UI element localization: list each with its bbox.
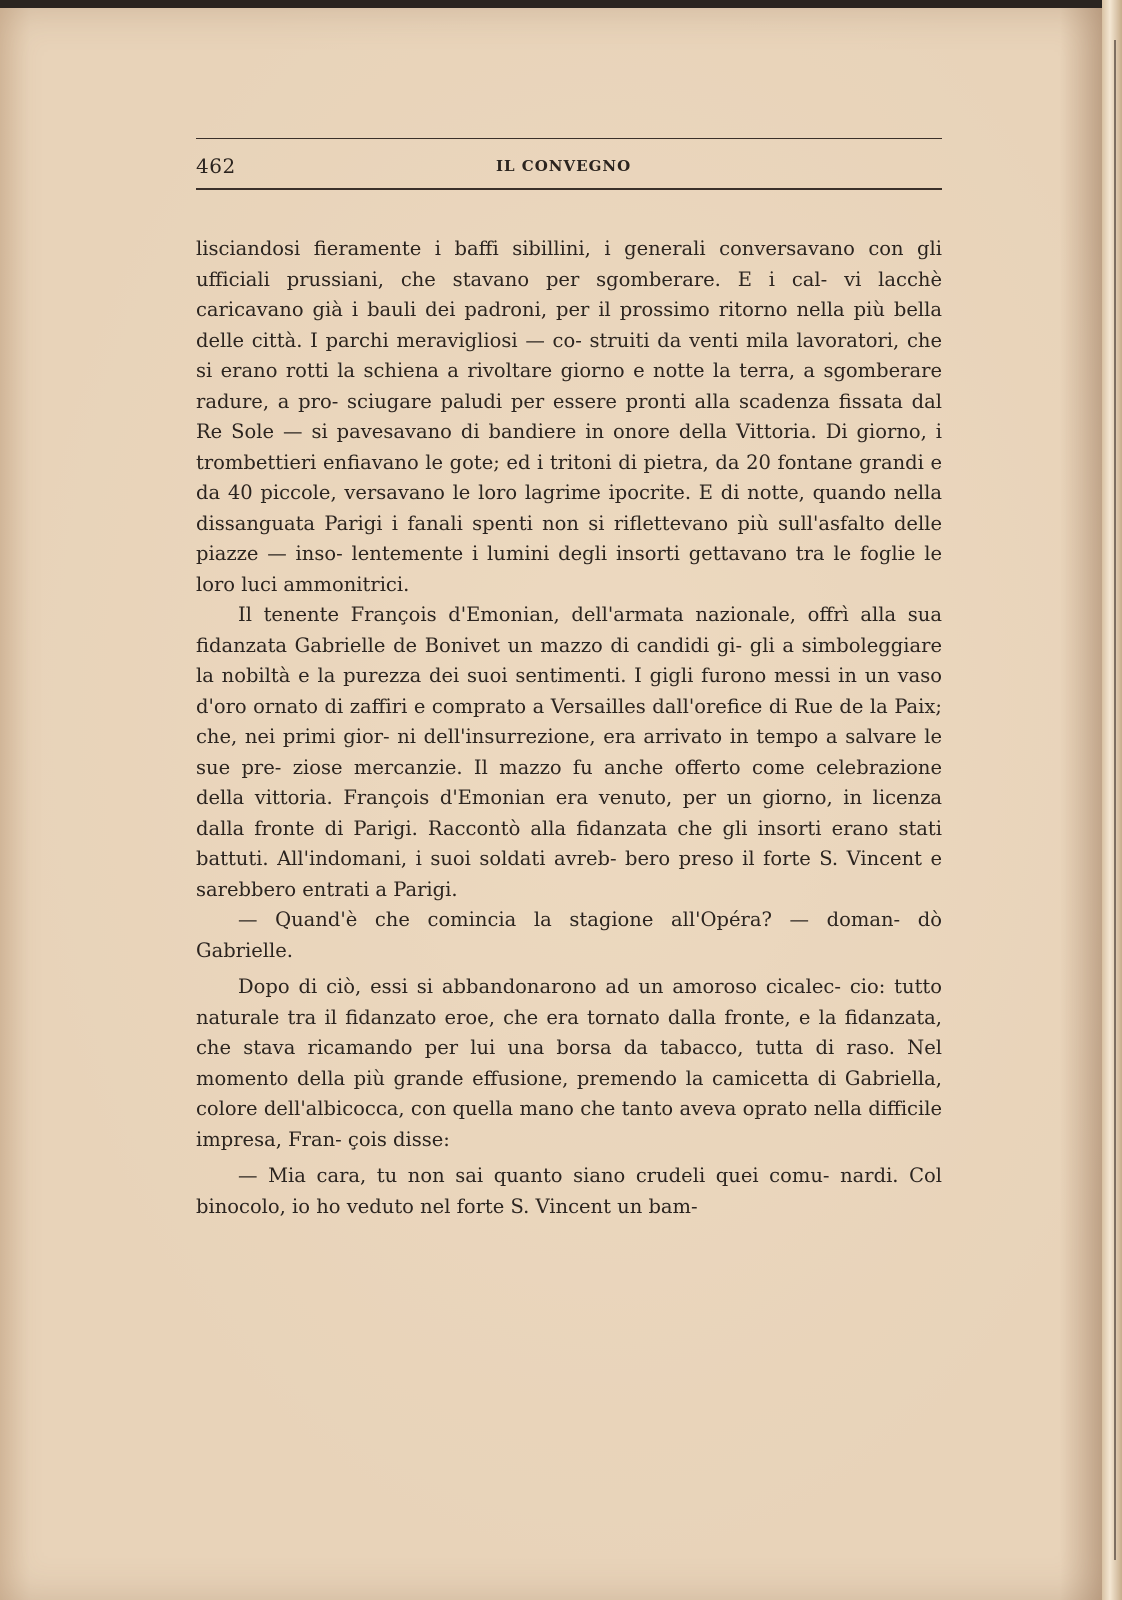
paragraph: — Mia cara, tu non sai quanto siano crudeli quei comu- nardi. Col binocolo, io ho veduto nel forte S. Vincent un bam- [196,1164,942,1218]
paragraph: lisciandosi fieramente i baffi sibillini, i generali conversavano con gli ufficiali prussiani, che stavano per sgomberare. E i cal- vi lacchè caricavano già i bauli dei padroni, per il prossimo ritorno nella più bella delle città. I parchi meravigliosi — co- struiti da venti mila lavoratori, che si erano rotti la schiena a rivoltare giorno e notte la terra, a sgomberare radure, a pro- sciugare paludi per essere pronti alla scadenza fissata dal Re Sole — si pavesavano di bandiere in onore della Vittoria. Di giorno, i trombettieri enfiavano le gote; ed i tritoni di pietra, da 20 fontane grandi e da 40 piccole, versavano le loro lagrime ipocrite. E di notte, quando nella dissanguata Parigi i fanali spenti non si riflettevano più sull'asfalto delle piazze — inso- lentemente i lumini degli insorti gettavano tra le foglie le loro luci ammonitrici. [196,237,942,596]
book-page [0,8,1102,1600]
paragraph: Dopo di ciò, essi si abbandonarono ad un amoroso cicalec- cio: tutto naturale tra il fidanzato eroe, che era tornato dalla fronte, e la fidanzata, che stava ricamando per lui una borsa da tabacco, tutta di raso. Nel momento della più grande effusione, premendo la camicetta di Gabriella, colore dell'albicocca, con quella mano che tanto aveva oprato nella difficile impresa, Fran- çois disse: [196,975,942,1151]
header-rule-top [196,138,942,139]
header-rule-bottom [196,188,942,190]
running-title: IL CONVEGNO [496,157,632,175]
binding-line [1114,40,1116,1560]
running-header [196,138,942,190]
page-number: 462 [196,154,236,178]
paragraph: — Quand'è che comincia la stagione all'Opéra? — doman- dò Gabrielle. [196,908,942,962]
paragraph: Il tenente François d'Emonian, dell'armata nazionale, offrì alla sua fidanzata Gabrielle de Bonivet un mazzo di candidi gi- gli a simboleggiare la nobiltà e la purezza dei suoi sentimenti. I gigli furono messi in un vaso d'oro ornato di zaffiri e comprato a Versailles dall'orefice di Rue de la Paix; che, nei primi gior- ni dell'insurrezione, era arrivato in tempo a salvare le sue pre- ziose mercanzie. Il mazzo fu anche offerto come celebrazione della vittoria. François d'Emonian era venuto, per un giorno, in licenza dalla fronte di Parigi. Raccontò alla fidanzata che gli insorti erano stati battuti. All'indomani, i suoi soldati avreb- bero preso il forte S. Vincent e sarebbero entrati a Parigi. [196,603,942,901]
body-text [196,234,942,1222]
page-edge [1102,0,1122,1600]
